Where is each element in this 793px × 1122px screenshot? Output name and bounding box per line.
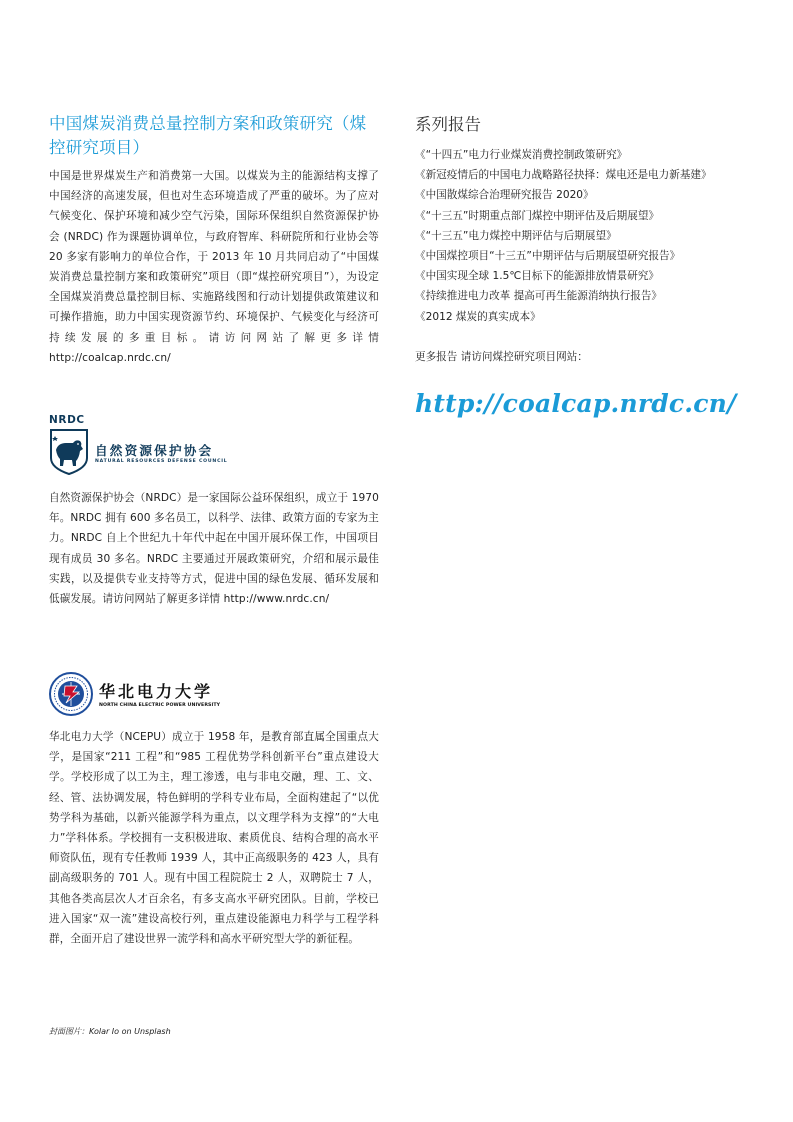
- report-item: 《“十三五”时期重点部门煤控中期评估及后期展望》: [415, 209, 660, 222]
- series-section: [415, 113, 755, 418]
- ncepu-emblem-icon: [49, 672, 93, 716]
- project-title: 中国煤炭消费总量控制方案和政策研究（煤控研究项目）: [49, 114, 367, 157]
- ncepu-logo-chinese: 华北电力大学: [99, 682, 214, 701]
- ncepu-logo: [49, 672, 249, 720]
- polar-bear-icon: [49, 428, 89, 475]
- report-item: 《中国散煤综合治理研究报告 2020》: [415, 189, 594, 202]
- report-item: 《新冠疫情后的中国电力战略路径抉择：煤电还是电力新基建》: [415, 169, 712, 182]
- report-item: 《中国实现全球 1.5℃目标下的能源排放情景研究》: [415, 270, 659, 283]
- nrdc-logo-caps: NRDC: [49, 414, 85, 426]
- nrdc-description: 自然资源保护协会（NRDC）是一家国际公益环保组织，成立于 1970 年。NRDC 拥有 600 多名员工，以科学、法律、政策方面的专家为主力。NRDC 自上个世纪九十年代中起在中国开展环保工作，中国项目现有成员 30 多名。NRDC 主要通过开展政策研究，介绍和展示最佳实践，以及提供专业支持等方式，促进中国的绿色发展、循环发展和低碳发展。请访问网站了解更多详情 http://www.nrdc.cn/: [49, 492, 379, 606]
- nrdc-section: [49, 488, 379, 609]
- ncepu-section: [49, 727, 379, 949]
- nrdc-logo: [49, 414, 249, 476]
- project-section: [49, 112, 379, 368]
- series-title: 系列报告: [415, 115, 481, 134]
- report-item: 《2012 煤炭的真实成本》: [415, 310, 541, 323]
- photo-credit: 封面图片：Kolar Io on Unsplash: [49, 1027, 171, 1036]
- ncepu-logo-english: NORTH CHINA ELECTRIC POWER UNIVERSITY: [99, 703, 221, 708]
- more-reports-text: 更多报告 请访问煤控研究项目网站：: [415, 350, 588, 363]
- coalcap-website-link[interactable]: http://coalcap.nrdc.cn/: [415, 388, 737, 418]
- report-item: 《“十四五”电力行业煤炭消费控制政策研究》: [415, 149, 628, 161]
- ncepu-description: 华北电力大学（NCEPU）成立于 1958 年，是教育部直属全国重点大学，是国家“211 工程”和“985 工程优势学科创新平台”重点建设大学。学校形成了以工为主，理工渗透，电与非电交融，理、工、文、经、管、法协调发展，特色鲜明的学科专业布局，全面构建起了“以优势学科为基础，以新兴能源学科为重点，以文理学科为支撑”的“大电力”学科体系。学校拥有一支积极进取、素质优良、结构合理的高水平师资队伍，现有专任教师 1939 人，其中正高级职务的 423 人，具有副高级职务的 701 人。现有中国工程院院士 2 人，双聘院士 7 人，其他各类高层次人才百余名，有多支高水平研究团队。目前，学校已进入国家“双一流”建设高校行列，重点建设能源电力科学与工程学科群，全面开启了建设世界一流学科和高水平研究型大学的新征程。: [49, 731, 379, 946]
- report-list: [415, 145, 755, 327]
- project-description: 中国是世界煤炭生产和消费第一大国。以煤炭为主的能源结构支撑了中国经济的高速发展，但也对生态环境造成了严重的破坏。为了应对气候变化、保护环境和减少空气污染，国际环保组织自然资源保护协会 (NRDC) 作为课题协调单位，与政府智库、科研院所和行业协会等 20 多家有影响力的单位合作，于 2013 年 10 月共同启动了“中国煤炭消费总量控制方案和政策研究”项目（即“煤控研究项目”），为设定全国煤炭消费总量控制目标、实施路线图和行动计划提供政策建议和可操作措施，助力中国实现资源节约、环境保护、气候变化与经济可持续发展的多重目标。请访问网站了解更多详情 http://coalcap.nrdc.cn/: [49, 170, 379, 364]
- report-item: 《“十三五”电力煤控中期评估与后期展望》: [415, 229, 617, 242]
- nrdc-logo-chinese: 自然资源保护协会: [95, 443, 214, 458]
- report-item: 《中国煤控项目“十三五”中期评估与后期展望研究报告》: [415, 250, 681, 263]
- report-item: 《持续推进电力改革 提高可再生能源消纳执行报告》: [415, 290, 663, 303]
- nrdc-logo-english: NATURAL RESOURCES DEFENSE COUNCIL: [95, 459, 228, 464]
